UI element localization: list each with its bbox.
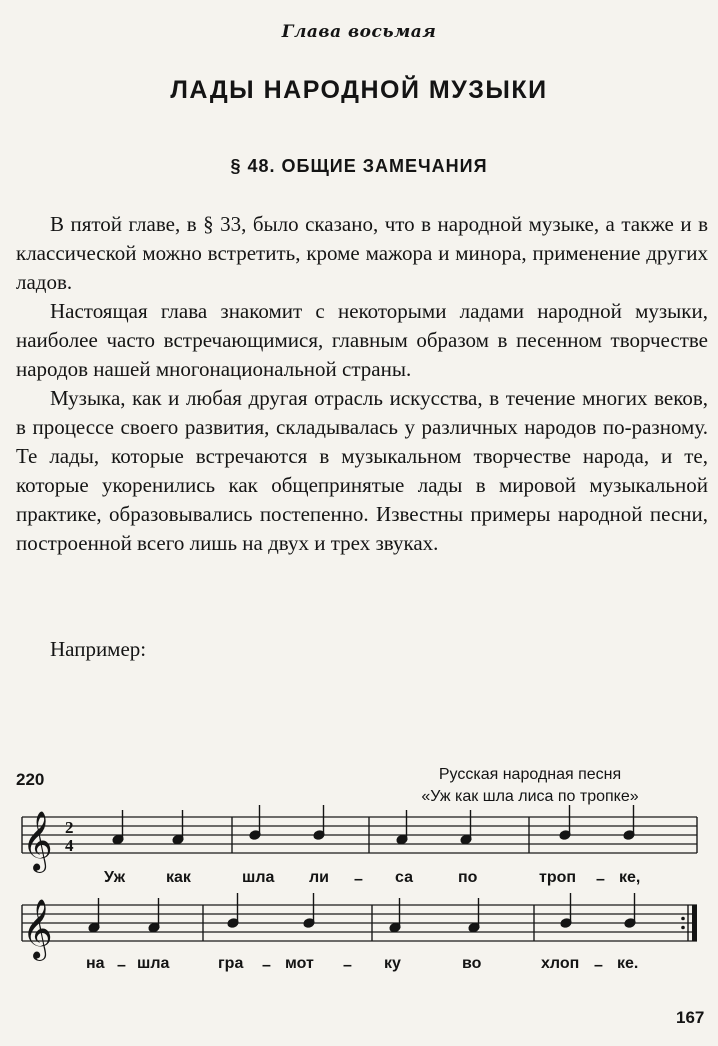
example-label: Например: — [50, 637, 147, 661]
lyric-syllable: по — [458, 869, 478, 886]
time-signature-top: 2 — [65, 818, 74, 837]
lyric-syllable: Уж — [104, 869, 126, 886]
chapter-heading: Глава восьмая — [281, 22, 437, 42]
staff-1-lyrics — [104, 869, 640, 888]
lyric-syllable: троп — [539, 869, 577, 886]
section-heading: § 48. ОБЩИЕ ЗАМЕЧАНИЯ — [230, 156, 488, 176]
lyric-syllable: на — [86, 955, 105, 972]
staff-1-notes — [112, 805, 635, 845]
lyric-syllable: гра — [218, 955, 244, 972]
treble-clef-icon: 𝄞 — [22, 811, 53, 871]
lyric-hyphen: – — [596, 871, 605, 888]
lyric-syllable: шла — [242, 869, 275, 886]
treble-clef-icon: 𝄞 — [22, 899, 53, 959]
lyric-syllable: шла — [137, 955, 170, 972]
lyric-syllable: ке, — [619, 869, 641, 886]
staff-1 — [22, 817, 697, 853]
paragraph-3: Музыка, как и любая другая отрасль искусства, в течение многих веков, в процессе своего развития, складывалась у различных народов по-разному. Те лады, которые встречаются в музыкальном творчестве народа, и те, которые укоренились как общепринятые лады в мировой музыкальной практике, образовывались постепенно. Известны примеры народной песни, построенной всего лишь на двух и трех звуках. — [16, 386, 708, 555]
lyric-syllable: во — [462, 955, 482, 972]
time-signature — [65, 818, 74, 855]
lyric-hyphen: – — [354, 871, 363, 888]
example-number: 220 — [16, 770, 45, 789]
staff-2 — [22, 905, 697, 941]
lyric-syllable: мот — [285, 955, 314, 972]
lyric-syllable: ку — [384, 955, 401, 972]
song-source-line-1: Русская народная песня — [438, 766, 622, 783]
lyric-syllable: хлоп — [541, 955, 580, 972]
lyric-hyphen: – — [343, 957, 352, 974]
lyric-hyphen: – — [594, 957, 603, 974]
staff-2-notes — [88, 893, 636, 933]
time-signature-bottom: 4 — [65, 836, 74, 855]
staff-2-lyrics — [86, 955, 638, 974]
lyric-syllable: как — [166, 869, 191, 886]
paragraph-2: Настоящая глава знакомит с некоторыми ладами народной музыки, наиболее часто встречающимися, главным образом в песенном творчестве народов нашей многонациональной страны. — [16, 299, 708, 381]
lyric-hyphen: – — [262, 957, 271, 974]
chapter-title: ЛАДЫ НАРОДНОЙ МУЗЫКИ — [170, 76, 548, 104]
paragraph-1: В пятой главе, в § 33, было сказано, что в народной музыке, а также и в классической можно встретить, кроме мажора и минора, применение других ладов. — [16, 212, 708, 294]
lyric-hyphen: – — [117, 957, 126, 974]
lyric-syllable: ли — [309, 869, 329, 886]
song-source-line-2: «Уж как шла лиса по тропке» — [421, 788, 639, 805]
lyric-syllable: ке. — [617, 955, 639, 972]
lyric-syllable: са — [395, 869, 413, 886]
page-number: 167 — [676, 1008, 705, 1027]
